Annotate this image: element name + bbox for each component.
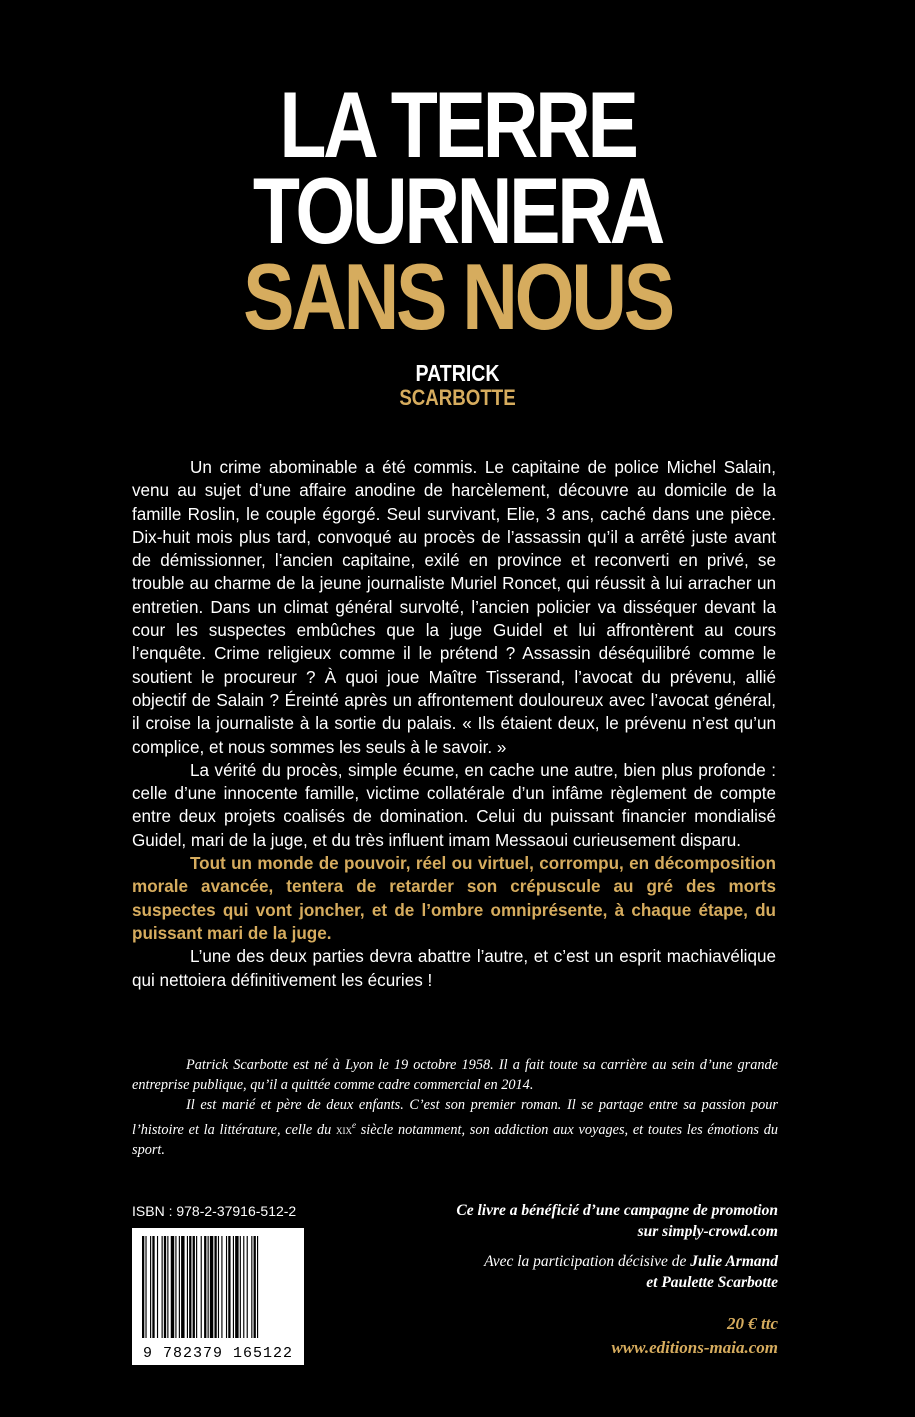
bio-century-sup: e xyxy=(351,1120,356,1130)
barcode-bar xyxy=(233,1236,234,1338)
barcode-bar xyxy=(167,1236,168,1338)
bio-paragraph-2 xyxy=(132,1095,778,1160)
participation-credit xyxy=(484,1251,778,1293)
barcode-bar xyxy=(251,1236,252,1338)
barcode-bar xyxy=(150,1236,151,1338)
promo-credit xyxy=(456,1200,778,1242)
participation-prefix: Avec la participation décisive de xyxy=(484,1253,691,1270)
barcode-bar xyxy=(181,1236,184,1338)
author-last-name: SCARBOTTE xyxy=(399,385,516,410)
barcode-bar xyxy=(171,1236,174,1338)
barcode-bar xyxy=(210,1236,213,1338)
barcode-bar xyxy=(152,1236,154,1338)
barcode-bar xyxy=(257,1236,258,1338)
barcode-bar xyxy=(235,1236,238,1338)
barcode-bar xyxy=(164,1236,166,1338)
barcode-bar xyxy=(189,1236,191,1338)
participation-line-2 xyxy=(484,1272,778,1293)
synopsis-paragraph-4: L’une des deux parties devra abattre l’autre, et c’est un esprit machiavélique qui nettoiera définitivement les écuries ! xyxy=(132,947,776,990)
participant-2: Paulette Scarbotte xyxy=(661,1274,778,1291)
barcode-bars xyxy=(132,1228,304,1346)
barcode-bar xyxy=(221,1236,222,1338)
bio-text-before: Il est marié et père de deux enfants. C’est son premier roman. Il se partage entre sa passion pour l’histoire et la littérature, celle du xyxy=(132,1097,778,1138)
barcode-bar xyxy=(175,1236,176,1338)
barcode-bar xyxy=(208,1236,209,1338)
promo-line-2: sur simply-crowd.com xyxy=(637,1223,778,1240)
participation-line-1 xyxy=(484,1251,778,1272)
isbn: ISBN : 978-2-37916-512-2 xyxy=(132,1203,297,1219)
title-line-1: LA TERRE xyxy=(279,72,636,177)
author-first-name: PATRICK xyxy=(415,360,500,386)
synopsis-highlight-paragraph: Tout un monde de pouvoir, réel ou virtuel, corrompu, en décomposition morale avancée, tentera de retarder son crépuscule au gré des morts suspectes qui vont joncher, et de l’ombre omniprésente, à chaque étape, du puissant mari de la juge. xyxy=(132,854,776,943)
barcode-bar xyxy=(162,1236,163,1338)
title-line-2: TOURNERA xyxy=(252,158,663,263)
barcode-bar xyxy=(254,1236,256,1338)
barcode-bar xyxy=(243,1236,244,1338)
synopsis-paragraph-2: La vérité du procès, simple écume, en cache une autre, bien plus profonde : celle d’une innocente famille, victime collatérale d’un infâme règlement de compte entre deux projets coalisés de domination. Celui du puissant financier mondialisé Guidel, mari de la juge, et du très influent imam Messaoui curieusement disparu. xyxy=(132,760,776,850)
author-bio xyxy=(132,1055,778,1160)
synopsis xyxy=(132,456,776,992)
barcode-bar xyxy=(204,1236,206,1338)
barcode-bar xyxy=(193,1236,195,1338)
promo-line-1: Ce livre a bénéficié d’une campagne de promotion xyxy=(456,1202,778,1219)
participation-and: et xyxy=(646,1274,662,1291)
barcode-bar xyxy=(228,1236,230,1338)
barcode-bar xyxy=(187,1236,188,1338)
barcode-bar xyxy=(196,1236,197,1338)
barcode xyxy=(132,1228,304,1365)
barcode-bar xyxy=(157,1236,158,1338)
participant-1: Julie Armand xyxy=(690,1253,778,1270)
bio-paragraph-1: Patrick Scarbotte est né à Lyon le 19 octobre 1958. Il a fait toute sa carrière au sein d’une grande entreprise publique, qu’il a quittée comme cadre commercial en 2014. xyxy=(132,1057,778,1093)
synopsis-paragraph-1: Un crime abominable a été commis. Le capitaine de police Michel Salain, venu au sujet d’une affaire anodine de harcèlement, découvre au domicile de la famille Roslin, le couple égorgé. Seul survivant, Elie, 3 ans, caché dans une pièce. Dix-huit mois plus tard, convoqué au procès de l’assassin qu’il a arrêté juste avant de démissionner, l’ancien capitaine, exilé en province et reconverti en privé, se trouble au charme de la jeune journaliste Muriel Roncet, qui réussit à lui arracher un entretien. Dans un climat général survolté, l’ancien policier va disséquer devant la cour les suspectes embûches que la juge Guidel et lui affrontèrent au cours l’enquête. Crime religieux comme il le prétend ? Assassin déséquilibré comme le soutient le procureur ? À quoi joue Maître Tisserand, l’avocat du prévenu, allié objectif de Salain ? Éreinté après un affrontement douloureux avec l’avocat général, il croise la journaliste à la sortie du palais. « Ils étaient deux, le prévenu n’est qu’un complice, et nous sommes les seuls à le savoir. » xyxy=(132,458,776,757)
bio-text-after: siècle notamment, son addiction aux voyages, et toutes les émotions du sport. xyxy=(132,1121,778,1158)
barcode-digits: 9 782379 165122 xyxy=(142,1345,294,1362)
barcode-bar xyxy=(179,1236,180,1338)
barcode-bar xyxy=(142,1236,144,1338)
barcode-bar xyxy=(226,1236,227,1338)
publisher-website: www.editions-maia.com xyxy=(611,1338,778,1357)
barcode-bar xyxy=(214,1236,216,1338)
price: 20 € ttc xyxy=(727,1314,778,1333)
barcode-bar xyxy=(145,1236,146,1338)
title-line-3: SANS NOUS xyxy=(243,244,672,349)
bio-century: xix xyxy=(335,1121,352,1137)
barcode-bar xyxy=(240,1236,241,1338)
barcode-bar xyxy=(247,1236,248,1338)
barcode-bar xyxy=(201,1236,202,1338)
barcode-bar xyxy=(218,1236,219,1338)
